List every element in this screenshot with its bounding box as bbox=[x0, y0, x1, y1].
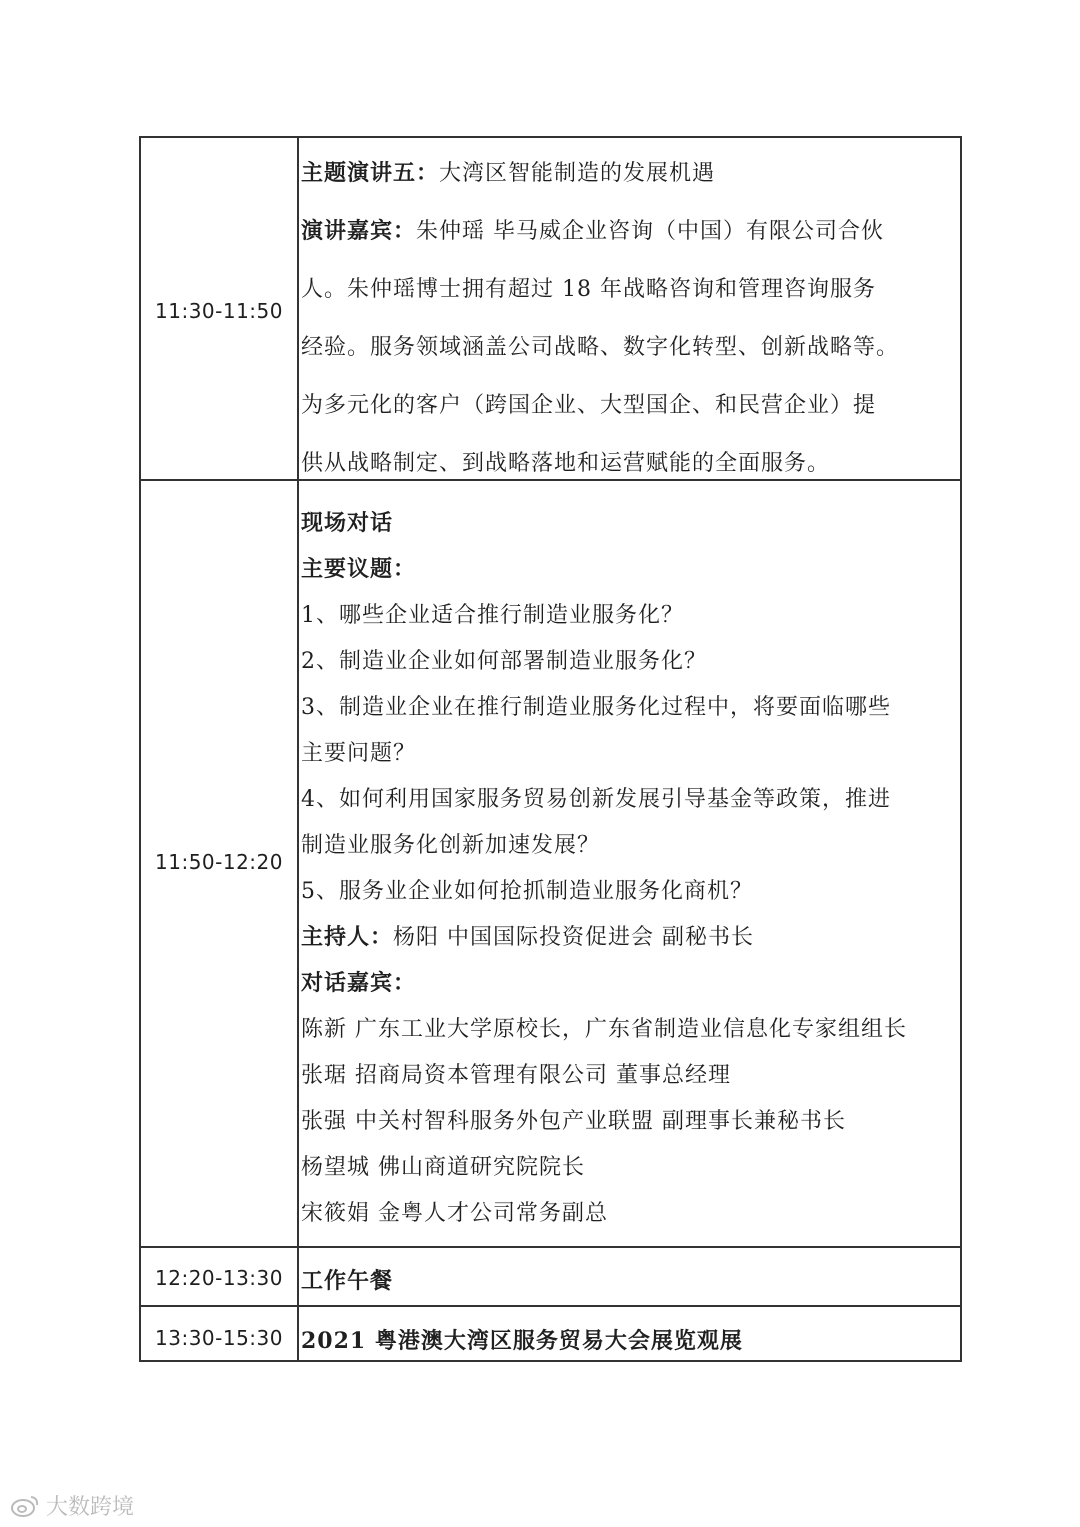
guests-heading: 对话嘉宾： bbox=[301, 970, 417, 996]
agenda-line: 人。朱仲瑶博士拥有超过 18 年战略咨询和管理咨询服务 bbox=[301, 277, 876, 302]
watermark bbox=[10, 1490, 134, 1521]
agenda-line: 1、哪些企业适合推行制造业服务化？ bbox=[301, 603, 684, 628]
line-text: 杨阳 中国国际投资促进会 副秘书长 bbox=[393, 925, 755, 950]
agenda-line: 主要问题？ bbox=[301, 741, 417, 766]
watermark-text: 大数跨境 bbox=[46, 1495, 135, 1520]
time-cell: 11:50-12:20 bbox=[155, 850, 283, 874]
agenda-line: 3、制造业企业在推行制造业服务化过程中，将要面临哪些 bbox=[301, 695, 891, 720]
agenda-line: 2、制造业企业如何部署制造业服务化？ bbox=[301, 649, 707, 674]
time-cell: 13:30-15:30 bbox=[155, 1326, 283, 1350]
guest-line: 陈新 广东工业大学原校长，广东省制造业信息化专家组组长 bbox=[301, 1017, 907, 1042]
time-cell: 12:20-13:30 bbox=[155, 1266, 283, 1290]
agenda-line bbox=[301, 156, 961, 187]
guest-line: 张强 中关村智科服务外包产业联盟 副理事长兼秘书长 bbox=[301, 1109, 846, 1134]
time-cell: 11:30-11:50 bbox=[155, 299, 283, 323]
agenda-line: 工作午餐 bbox=[301, 1268, 394, 1294]
agenda-line: 2021 粤港澳大湾区服务贸易大会展览观展 bbox=[301, 1328, 743, 1354]
agenda-line bbox=[301, 920, 961, 951]
line-label: 主题演讲五： bbox=[301, 160, 440, 186]
line-text: 朱仲瑶 毕马威企业咨询（中国）有限公司合伙 bbox=[416, 219, 885, 244]
section-title: 现场对话 bbox=[301, 510, 394, 536]
schedule-table bbox=[139, 136, 962, 1362]
guest-line: 宋筱娟 金粤人才公司常务副总 bbox=[301, 1201, 608, 1226]
agenda-line bbox=[301, 214, 961, 245]
agenda-line: 供从战略制定、到战略落地和运营赋能的全面服务。 bbox=[301, 451, 831, 476]
agenda-line: 4、如何利用国家服务贸易创新发展引导基金等政策，推进 bbox=[301, 787, 891, 812]
topics-heading: 主要议题： bbox=[301, 556, 417, 582]
agenda-line: 为多元化的客户（跨国企业、大型国企、和民营企业）提 bbox=[301, 393, 877, 418]
weibo-logo-icon bbox=[10, 1494, 40, 1518]
row-divider bbox=[141, 1305, 960, 1307]
row-divider bbox=[141, 1246, 960, 1248]
agenda-line: 5、服务业企业如何抢抓制造业服务化商机？ bbox=[301, 879, 753, 904]
line-label: 主持人： bbox=[301, 924, 394, 950]
agenda-line: 经验。服务领域涵盖公司战略、数字化转型、创新战略等。 bbox=[301, 335, 900, 360]
agenda-line: 制造业服务化创新加速发展？ bbox=[301, 833, 601, 858]
line-label: 演讲嘉宾： bbox=[301, 218, 417, 244]
column-divider bbox=[297, 138, 299, 1360]
guest-line: 张琚 招商局资本管理有限公司 董事总经理 bbox=[301, 1063, 731, 1088]
line-text: 大湾区智能制造的发展机遇 bbox=[439, 161, 716, 186]
guest-line: 杨望城 佛山商道研究院院长 bbox=[301, 1155, 585, 1180]
row-divider bbox=[141, 479, 960, 481]
